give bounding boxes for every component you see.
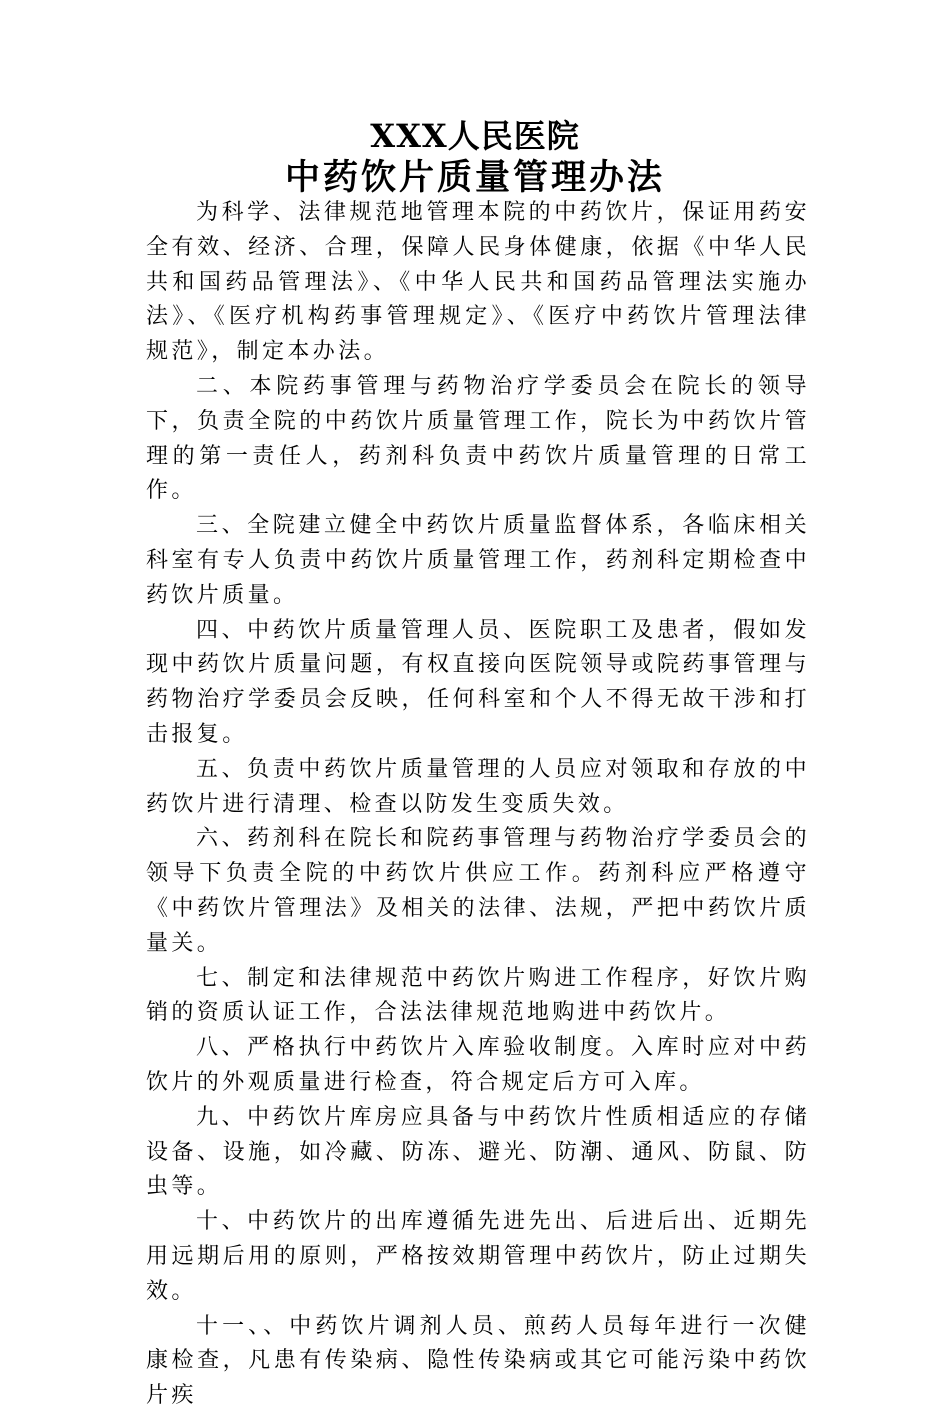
paragraph-article-2: 二、本院药事管理与药物治疗学委员会在院长的领导下，负责全院的中药饮片质量管理工作，院长为中药饮片管理的第一责任人，药剂科负责中药饮片质量管理的日常工作。 (146, 373, 810, 504)
paragraph-article-3: 三、全院建立健全中药饮片质量监督体系，各临床相关科室有专人负责中药饮片质量管理工作，药剂科定期检查中药饮片质量。 (146, 513, 810, 608)
paragraph-article-8: 八、严格执行中药饮片入库验收制度。入库时应对中药饮片的外观质量进行检查，符合规定后方可入库。 (146, 1035, 810, 1095)
paragraph-article-10: 十、中药饮片的出库遵循先进先出、后进后出、近期先用远期后用的原则，严格按效期管理中药饮片，防止过期失效。 (146, 1209, 810, 1304)
hospital-name-heading: XXX人民医院 (370, 117, 580, 155)
paragraph-article-6: 六、药剂科在院长和院药事管理与药物治疗学委员会的领导下负责全院的中药饮片供应工作。药剂科应严格遵守《中药饮片管理法》及相关的法律、法规，严把中药饮片质量关。 (146, 826, 810, 956)
paragraph-preamble: 为科学、法律规范地管理本院的中药饮片，保证用药安全有效、经济、合理，保障人民身体健康，依据《中华人民共和国药品管理法》、《中华人民共和国药品管理法实施办法》、《医疗机构药事管理规定》、《医疗中药饮片管理法律规范》，制定本办法。 (146, 200, 810, 365)
document-title (0, 116, 950, 200)
document-body (146, 196, 810, 1414)
paragraph-article-4: 四、中药饮片质量管理人员、医院职工及患者，假如发现中药饮片质量问题，有权直接向医院领导或院药事管理与药物治疗学委员会反映，任何科室和个人不得无故干涉和打击报复。 (146, 617, 810, 747)
paragraph-article-7: 七、制定和法律规范中药饮片购进工作程序，好饮片购销的资质认证工作，合法法律规范地购进中药饮片。 (146, 965, 810, 1026)
paragraph-article-11: 十一、、中药饮片调剂人员、煎药人员每年进行一次健康检查，凡患有传染病、隐性传染病或其它可能污染中药饮片疾 (146, 1313, 810, 1409)
paragraph-article-9: 九、中药饮片库房应具备与中药饮片性质相适应的存储设备、设施，如冷藏、防冻、避光、防潮、通风、防鼠、防虫等。 (146, 1104, 810, 1200)
regulation-title-heading: 中药饮片质量管理办法 (284, 157, 665, 198)
paragraph-article-5: 五、负责中药饮片质量管理的人员应对领取和存放的中药饮片进行清理、检查以防发生变质失效。 (146, 756, 810, 817)
